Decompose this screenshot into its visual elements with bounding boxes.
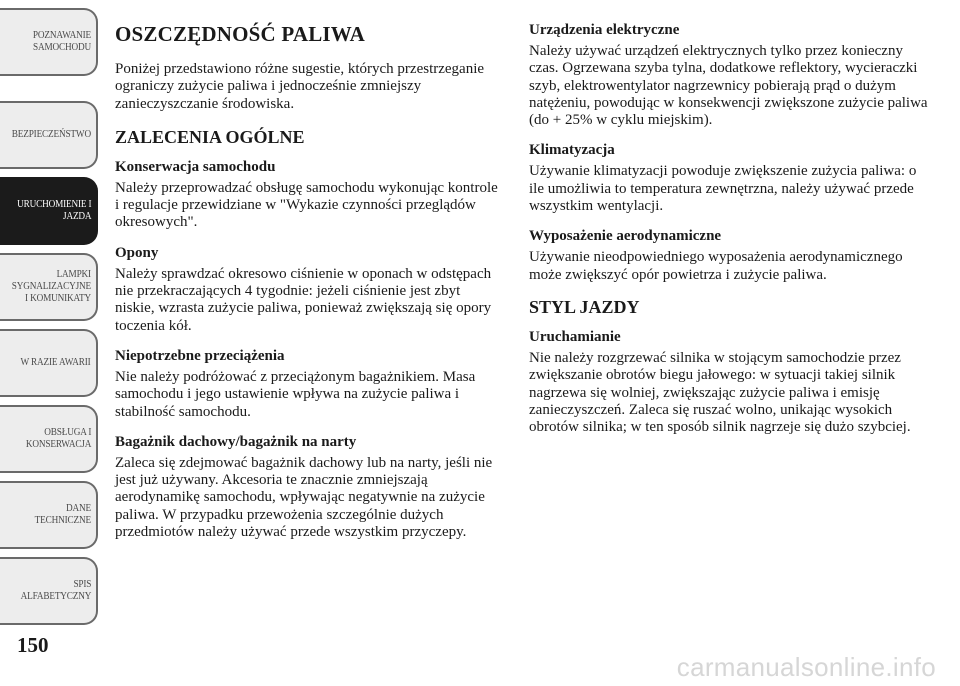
tab-bezpieczenstwo[interactable]: [0, 101, 98, 169]
subheading-opony: Opony: [115, 244, 159, 261]
tab-w-razie-awarii[interactable]: [0, 329, 98, 397]
page-title: OSZCZĘDNOŚĆ PALIWA: [115, 22, 366, 46]
subheading-aerodynamika: Wyposażenie aerodynamiczne: [529, 228, 722, 245]
paragraph-klimatyzacja: Używanie klimatyzacji powoduje zwiększenie zużycia paliwa: o ile umożliwia to temperatura zewnętrzna, należy używać przede wszystkim wentylacji.: [529, 163, 917, 215]
paragraph-konserwacja: Należy przeprowadzać obsługę samochodu wykonując kontrole i regulacje przewidziane w "Wykazie czynności przeglądów okresowych".: [115, 179, 498, 231]
tab-label: URUCHOMIENIE I JAZDA: [16, 199, 91, 222]
subheading-uruchamianie: Uruchamianie: [529, 328, 621, 345]
intro-paragraph: Poniżej przedstawiono różne sugestie, których przestrzeganie ograniczy zużycie paliwa i jednocześnie zmniejszy zanieczyszczanie środowiska.: [115, 61, 485, 112]
tab-lampki-sygnalizacyjne[interactable]: [0, 253, 98, 321]
tab-poznawanie-samochodu[interactable]: [0, 8, 98, 76]
tab-label: LAMPKI SYGNALIZACYJNE I KOMUNIKATY: [11, 269, 92, 304]
tab-label: W RAZIE AWARII: [20, 357, 91, 368]
subheading-urzadzenia: Urządzenia elektryczne: [529, 22, 680, 38]
subheading-bagaznik: Bagażnik dachowy/bagażnik na narty: [115, 433, 357, 450]
paragraph-przeciazenia: Nie należy podróżować z przeciążonym bagażnikiem. Masa samochodu i jego ustawienie wpływa na zużycie paliwa i stabilność samochodu.: [115, 368, 476, 420]
tab-uruchomienie-i-jazda[interactable]: [0, 177, 98, 245]
tab-label: OBSŁUGA I KONSERWACJA: [25, 427, 91, 450]
left-column: [115, 22, 500, 554]
tab-label: BEZPIECZEŃSTWO: [11, 129, 91, 140]
section-heading-general: ZALECENIA OGÓLNE: [115, 126, 305, 147]
page-number: 150: [17, 633, 49, 657]
paragraph-uruchamianie: Nie należy rozgrzewać silnika w stojącym samochodzie przez zwiększanie obrotów biegu jałowego: w sytuacji takiej silnik nagrzewa się wolniej, zwiększając zużycie paliwa i emisję zanieczyszczeń. Zaleca się ruszać wolno, unikając wysokich obrotów silnika; w ten sposób silnik nagrzeje się dużo szybciej.: [529, 349, 911, 436]
paragraph-urzadzenia: Należy używać urządzeń elektrycznych tylko przez konieczny czas. Ogrzewana szyba tylna, dodatkowe reflektory, wycieraczki szyb, elektrowentylator nagrzewnicy pobierają prąd o dużym natężeniu, powodując w konsekwencji zwiększone zużycie paliwa (do + 25% w cyklu miejskim).: [529, 43, 928, 129]
tab-dane-techniczne[interactable]: [0, 481, 98, 549]
tab-obsluga-i-konserwacja[interactable]: [0, 405, 98, 473]
subheading-konserwacja: Konserwacja samochodu: [115, 158, 276, 175]
subheading-klimatyzacja: Klimatyzacja: [529, 142, 615, 159]
subheading-przeciazenia: Niepotrzebne przeciążenia: [115, 347, 285, 364]
tab-label: DANE TECHNICZNE: [34, 503, 91, 526]
chapter-sidebar: [0, 0, 104, 686]
right-column: [529, 22, 929, 449]
section-heading-driving-style: STYL JAZDY: [529, 296, 640, 317]
tab-spis-alfabetyczny[interactable]: [0, 557, 98, 625]
tab-label: POZNAWANIE SAMOCHODU: [32, 30, 91, 53]
tab-label: SPIS ALFABETYCZNY: [20, 579, 91, 602]
paragraph-opony: Należy sprawdzać okresowo ciśnienie w oponach w odstępach nie przekraczających 4 tygodnie: jeżeli ciśnienie jest zbyt niskie, wzrasta zużycie paliwa, ponieważ zwiększają się opory toczenia kół.: [115, 265, 492, 334]
paragraph-bagaznik: Zaleca się zdejmować bagażnik dachowy lub na narty, jeśli nie jest już używany. Akcesoria te znacznie zmniejszają aerodynamikę samochodu, wpływając negatywnie na zużycie paliwa. W przypadku przewożenia szczególnie dużych przedmiotów należy używać przede wszystkim przyczepy.: [115, 454, 493, 541]
watermark: carmanualsonline.info: [676, 652, 936, 682]
paragraph-aerodynamika: Używanie nieodpowiedniego wyposażenia aerodynamicznego może zwiększyć opór powietrza i zużycie paliwa.: [529, 249, 903, 283]
